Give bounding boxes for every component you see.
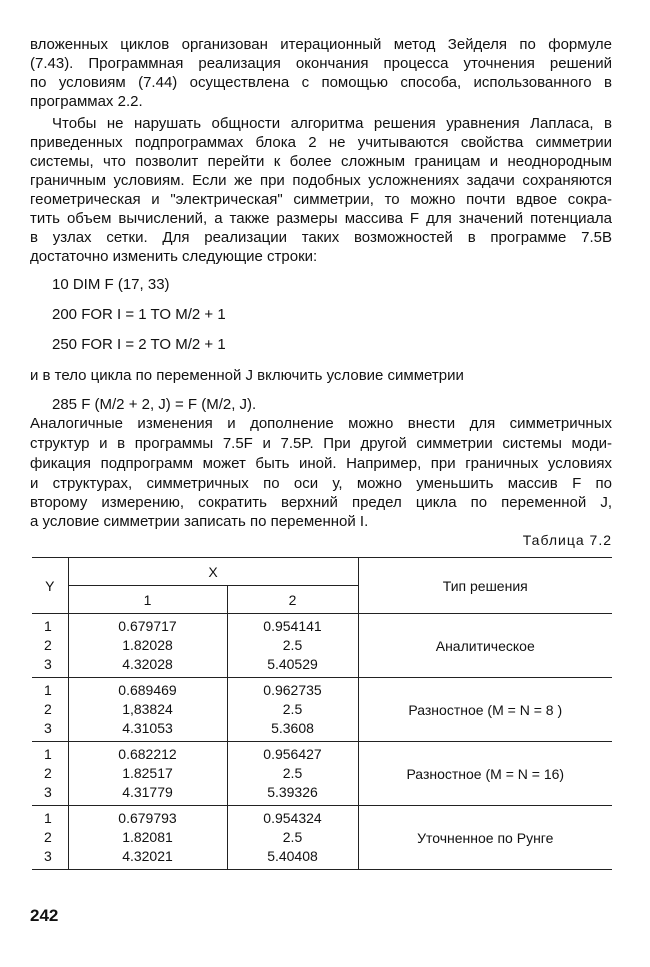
cell-x2 xyxy=(227,806,358,870)
value: 1 xyxy=(44,682,52,698)
value: 2 xyxy=(44,637,52,653)
value: 0.962735 xyxy=(263,682,322,698)
text-line: Чтобы не нарушать общности алгоритма решения уравнения Лапласа, в xyxy=(52,115,612,132)
value: 4.32021 xyxy=(122,848,173,864)
value: 3 xyxy=(44,784,52,800)
value: 2.5 xyxy=(282,701,303,717)
text-line: и структурах, симметричных по оси у, можно уменьшить массив F по xyxy=(30,475,612,492)
text-line: в узлах сетки. Для реализации таких возможностей в программе 7.5В xyxy=(30,229,612,246)
text-line: приведенных подпрограммах блока 2 не учитываются свойства симметрии xyxy=(30,134,612,151)
value: 2.5 xyxy=(282,765,303,781)
value: 2 xyxy=(44,701,52,717)
text-line: Аналогичные изменения и дополнение можно внести для симметричных xyxy=(30,415,612,432)
header-y: Y xyxy=(32,558,68,614)
value: 1,83824 xyxy=(122,701,173,717)
value: 2 xyxy=(44,765,52,781)
cell-solution-type: Разностное (M = N = 8 ) xyxy=(358,678,612,742)
text-line: структур и в программы 7.5F и 7.5P. При другой симметрии системы моди- xyxy=(30,435,612,452)
text-line: второму измерению, сократить верхний предел цикла по переменной J, xyxy=(30,494,612,511)
value: 5.40408 xyxy=(267,848,318,864)
value: 3 xyxy=(44,720,52,736)
code-line: 200 FOR I = 1 TO M/2 + 1 xyxy=(52,306,226,323)
value: 4.31053 xyxy=(122,720,173,736)
value: 1.82081 xyxy=(122,829,173,845)
value: 3 xyxy=(44,656,52,672)
value: 0.954324 xyxy=(263,810,322,826)
cell-x1 xyxy=(68,678,227,742)
cell-x2 xyxy=(227,614,358,678)
cell-x2 xyxy=(227,742,358,806)
text-line: вложенных циклов организован итерационный метод Зейделя по формуле xyxy=(30,36,612,53)
value: 1.82517 xyxy=(122,765,173,781)
cell-solution-type: Разностное (M = N = 16) xyxy=(358,742,612,806)
value: 0.954141 xyxy=(263,618,322,634)
header-x2: 2 xyxy=(227,586,358,614)
value: 1.82028 xyxy=(122,637,173,653)
code-line: 285 F (M/2 + 2, J) = F (M/2, J). xyxy=(52,396,257,413)
text-line: системы, что позволит перейти к более сложным границам и неоднородным xyxy=(30,153,612,170)
cell-solution-type: Аналитическое xyxy=(358,614,612,678)
text-line: программах 2.2. xyxy=(30,93,143,110)
code-line: 250 FOR I = 2 TO M/2 + 1 xyxy=(52,336,226,353)
text-line: а условие симметрии записать по переменной I. xyxy=(30,513,369,530)
text-line: (7.43). Программная реализация окончания процесса уточнения решений xyxy=(30,55,612,72)
table-row xyxy=(32,678,612,742)
cell-y xyxy=(32,742,68,806)
value: 5.3608 xyxy=(271,720,314,736)
code-line: 10 DIM F (17, 33) xyxy=(52,276,170,293)
value: 2.5 xyxy=(282,637,303,653)
cell-solution-type: Уточненное по Рунге xyxy=(358,806,612,870)
text-line: тить объем вычислений, а также размеры массива F для значений потенциала xyxy=(30,210,612,227)
value: 0.679717 xyxy=(118,618,177,634)
table-row xyxy=(32,806,612,870)
value: 0.679793 xyxy=(118,810,177,826)
cell-x1 xyxy=(68,742,227,806)
text-line: фикация подпрограмм может быть иной. Например, при граничных условиях xyxy=(30,455,612,472)
value: 0.682212 xyxy=(118,746,177,762)
value: 2.5 xyxy=(282,829,303,845)
value: 5.40529 xyxy=(267,656,318,672)
value: 1 xyxy=(44,618,52,634)
text-line: геометрическая и "электрическая" симметрии, то можно почти вдвое сокра- xyxy=(30,191,612,208)
cell-y xyxy=(32,806,68,870)
cell-x1 xyxy=(68,614,227,678)
header-x: X xyxy=(68,558,358,586)
cell-x1 xyxy=(68,806,227,870)
value: 0.689469 xyxy=(118,682,177,698)
value: 2 xyxy=(44,829,52,845)
value: 1 xyxy=(44,746,52,762)
table-caption: Таблица 7.2 xyxy=(522,532,612,548)
header-type: Тип решения xyxy=(358,558,612,614)
text-line: граничным условиям. Если же при подобных усложнениях задачи сохраняются xyxy=(30,172,612,189)
text-line: по условиям (7.44) осуществлена с помощью способа, использованного в xyxy=(30,74,612,91)
cell-y xyxy=(32,678,68,742)
cell-x2 xyxy=(227,678,358,742)
text-line: достаточно изменить следующие строки: xyxy=(30,248,318,265)
header-x1: 1 xyxy=(68,586,227,614)
page-number: 242 xyxy=(30,906,59,925)
table-row xyxy=(32,614,612,678)
cell-y xyxy=(32,614,68,678)
text-line: и в тело цикла по переменной J включить условие симметрии xyxy=(30,367,464,384)
value: 1 xyxy=(44,810,52,826)
results-table xyxy=(32,557,612,870)
value: 5.39326 xyxy=(267,784,318,800)
value: 3 xyxy=(44,848,52,864)
value: 0.956427 xyxy=(263,746,322,762)
value: 4.32028 xyxy=(122,656,173,672)
value: 4.31779 xyxy=(122,784,173,800)
table-row xyxy=(32,742,612,806)
